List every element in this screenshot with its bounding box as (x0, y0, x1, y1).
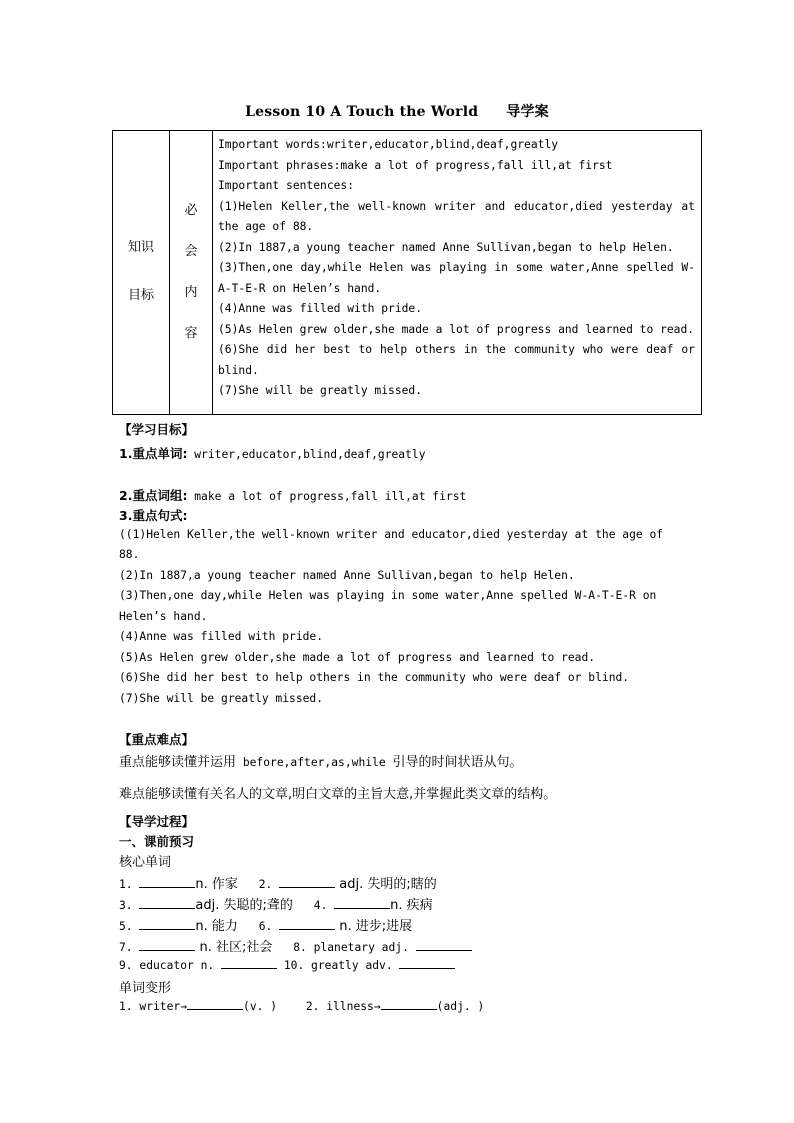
table-col-knowledge-goal (113, 131, 170, 415)
item-number: 9. educator n. (119, 959, 222, 972)
goals-header: 【学习目标】 (119, 422, 195, 437)
sentence-line: (6)She did her best to help others in the community who were deaf or blind. (119, 671, 630, 684)
item-number: 3. (119, 899, 140, 912)
sentence-line: (3)Then,one day,while Helen was playing in some water,Anne spelled W-A-T-E-R on (119, 589, 657, 602)
preview-subheader: 一、课前预习 (119, 834, 195, 849)
key-point-text-c: 引导的时间状语从句。 (392, 755, 523, 770)
item-text: n. 社区;社会 (195, 940, 273, 955)
table-line: (3)Then,one day,while Helen was playing in some water,Anne spelled W-A-T-E-R on Helen’s hand. (218, 261, 695, 295)
answer-blank[interactable] (139, 876, 195, 888)
table-line: (4)Anne was filled with pride. (218, 302, 423, 315)
item-number: 8. planetary adj. (293, 941, 416, 954)
table-line: (1)Helen Keller,the well-known writer and educator,died yesterday at the age of 88. (218, 199, 695, 233)
item-text: n. 疾病 (390, 898, 433, 913)
item-number: 4. (313, 899, 335, 912)
table-line: (5)As Helen grew older,she made a lot of progress and learned to read. (218, 322, 695, 336)
col2-char-2: 会 (184, 244, 198, 260)
answer-blank[interactable] (139, 918, 195, 930)
table-line: Important sentences: (218, 179, 355, 192)
answer-blank[interactable] (381, 998, 437, 1010)
item-number: 10. greatly adv. (283, 959, 400, 972)
answer-blank[interactable] (416, 939, 472, 951)
answer-blank[interactable] (279, 918, 335, 930)
table-line: Important phrases:make a lot of progress,fall ill,at first (218, 158, 613, 172)
item-text: 2. illness→ (305, 1000, 381, 1013)
sentence-line: ((1)Helen Keller,the well-known writer and educator,died yesterday at the age of (119, 528, 664, 541)
key-words-text: writer,educator,blind,deaf,greatly (187, 448, 426, 461)
item-text: (adj. ) (436, 1000, 485, 1013)
answer-blank[interactable] (279, 876, 335, 888)
answer-blank[interactable] (139, 897, 195, 909)
answer-blank[interactable] (187, 998, 243, 1010)
key-sentences-label: 3.重点句式: (119, 508, 188, 523)
col1-line-2: 目标 (127, 288, 154, 304)
item-text: n. 能力 (195, 919, 238, 934)
col1-line-1: 知识 (127, 240, 154, 256)
exercise-row-3 (119, 915, 412, 934)
key-words-label: 1.重点单词: (119, 446, 188, 461)
key-point-text-a: 重点能够读懂并运用 (119, 755, 237, 770)
item-text: adj. 失明的;瞎的 (335, 877, 437, 892)
exercise-row-2 (119, 894, 433, 913)
process-header: 【导学过程】 (119, 814, 195, 829)
item-number: 1. (119, 878, 140, 891)
sentence-line: (4)Anne was filled with pride. (119, 630, 324, 643)
item-number: 6. (258, 920, 280, 933)
difficult-point-line: 难点能够读懂有关名人的文章,明白文章的主旨大意,并掌握此类文章的结构。 (119, 787, 557, 802)
col2-char-1: 必 (184, 203, 198, 219)
key-point-text-b: before,after,as,while (236, 756, 393, 769)
table-line: (7)She will be greatly missed. (218, 384, 423, 397)
answer-blank[interactable] (139, 939, 195, 951)
item-text: n. 进步;进展 (335, 919, 413, 934)
col2-char-4: 容 (184, 326, 198, 342)
title-english: Lesson 10 A Touch the World (245, 104, 479, 120)
sentence-line: (5)As Helen grew older,she made a lot of progress and learned to read. (119, 651, 596, 664)
sentence-line: 88. (119, 548, 140, 561)
exercise-row-5 (119, 957, 455, 972)
key-point-line (119, 751, 522, 770)
col2-char-3: 内 (184, 285, 198, 301)
exercise-row-4 (119, 936, 472, 955)
key-points-header: 【重点难点】 (119, 732, 195, 747)
word-change-row (119, 998, 484, 1013)
key-phrases-label: 2.重点词组: (119, 488, 188, 503)
sentence-line: (2)In 1887,a young teacher named Anne Sullivan,began to help Helen. (119, 569, 575, 582)
table-content (213, 131, 702, 415)
item-text: adj. 失聪的;聋的 (195, 898, 293, 913)
answer-blank[interactable] (334, 897, 390, 909)
exercise-row-1 (119, 873, 437, 892)
word-change-label: 单词变形 (119, 981, 172, 996)
table-line: (2)In 1887,a young teacher named Anne Sullivan,began to help Helen. (218, 240, 674, 254)
key-words-line (119, 443, 426, 462)
key-phrases-text: make a lot of progress,fall ill,at first (187, 490, 467, 503)
core-words-label: 核心单词 (119, 855, 172, 870)
page-title (0, 101, 794, 121)
table-col-must-know (170, 131, 213, 415)
title-chinese: 导学案 (506, 104, 549, 120)
item-number: 7. (119, 941, 140, 954)
table-line: (6)She did her best to help others in the community who were deaf or blind. (218, 343, 695, 377)
answer-blank[interactable] (399, 957, 455, 969)
key-phrases-line (119, 485, 466, 504)
item-text: (v. ) (243, 1000, 278, 1013)
sentence-line: (7)She will be greatly missed. (119, 692, 324, 705)
item-number: 5. (119, 920, 140, 933)
answer-blank[interactable] (221, 957, 277, 969)
item-text: n. 作家 (195, 877, 238, 892)
item-number: 2. (258, 878, 280, 891)
sentence-line: Helen’s hand. (119, 610, 208, 623)
objectives-table (112, 130, 702, 415)
item-text: 1. writer→ (119, 1000, 188, 1013)
table-line: Important words:writer,educator,blind,deaf,greatly (218, 138, 559, 151)
